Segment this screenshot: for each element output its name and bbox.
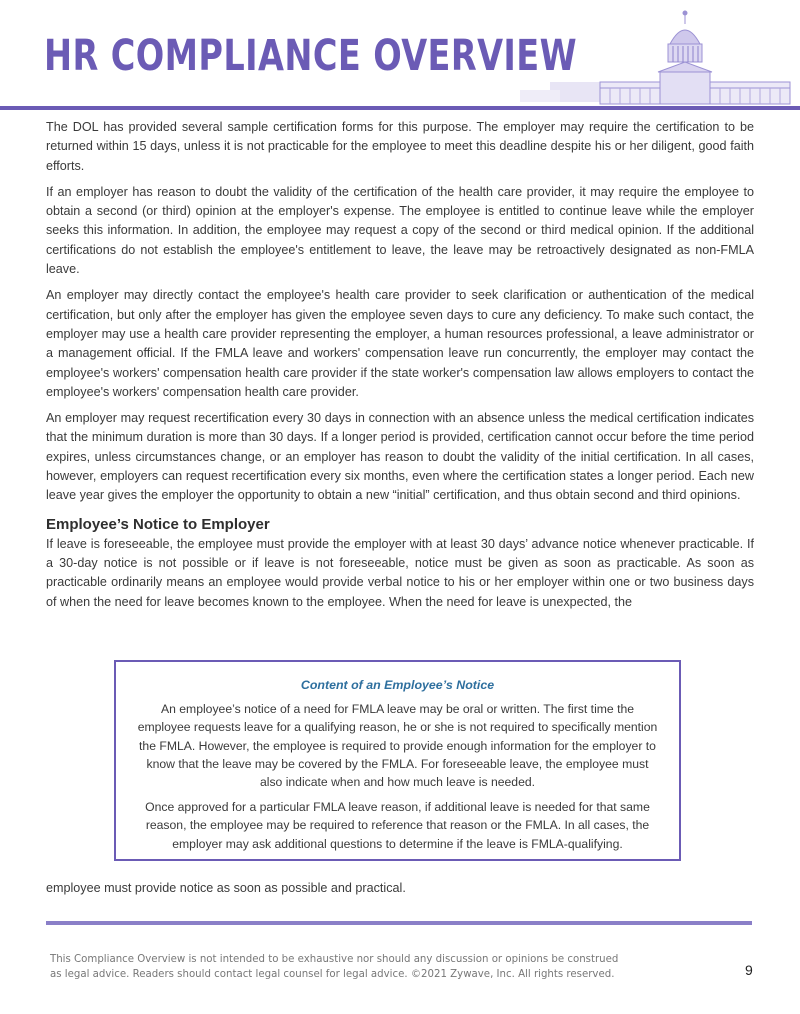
header-divider [0, 106, 800, 110]
footer-disclaimer [50, 952, 670, 982]
main-content [46, 118, 754, 619]
body-paragraph: An employer may request recertification every 30 days in connection with an absence unless the medical certification indicates that the minimum duration is more than 30 days. If a longer period is provided, certification cannot occur before the time period expires, unless circumstances change, or an employer has reason to doubt the validity of the initial certification. In all cases, however, employers can request recertification every six months, even where the certification states a longer period. Each new leave year gives the employer the opportunity to obtain a new “initial” certification, and thus obtain second and third opinions. [46, 411, 754, 503]
footer-divider [46, 921, 752, 925]
callout-paragraph: An employee’s notice of a need for FMLA leave may be oral or written. The first time the employee requests leave for a qualifying reason, he or she is not required to specifically mention the FMLA. However, the employee is required to provide enough information for the employer to know that the leave may be covered by the FMLA. For foreseeable leave, the employee must also indicate when and how much leave is needed. [137, 702, 658, 790]
section-heading: Employee’s Notice to Employer [46, 515, 270, 533]
page-title: HR COMPLIANCE OVERVIEW [44, 31, 577, 81]
body-paragraph: The DOL has provided several sample certification forms for this purpose. The employer may require the certification to be returned within 15 days, unless it is not practicable for the employee to meet this deadline despite his or her diligent, good faith efforts. [46, 120, 754, 173]
disclaimer-line: This Compliance Overview is not intended to be exhaustive nor should any discussion or opinions be construed [50, 954, 619, 965]
page-number: 9 [745, 962, 753, 978]
body-paragraph: An employer may directly contact the employee's health care provider to seek clarification or authentication of the medical certification, but only after the employer has given the employee seven days to cure any deficiency. To make such contact, the employer may use a health care provider representing the employer, a human resources professional, a leave administrator or a management official. If the FMLA leave and workers' compensation leave run concurrently, the employer may contact the employee's workers' compensation health care provider if the state worker's compensation law allows employers to contact the employee's workers' compensation health care provider. [46, 288, 754, 399]
callout-paragraph: Once approved for a particular FMLA leave reason, if additional leave is needed for that same reason, the employee may be required to reference that reason or the FMLA. In all cases, the employer may ask additional questions to determine if the leave is FMLA-qualifying. [145, 800, 650, 851]
body-paragraph: If an employer has reason to doubt the validity of the certification of the health care provider, it may require the employee to obtain a second (or third) opinion at the employer's expense. The employee is entitled to continue leave while the employer seeks this information. In addition, the employee may request a copy of the second or third medical opinion. If the additional certifications do not establish the employee's entitlement to leave, the leave may be retroactively designated as non-FMLA leave. [46, 184, 754, 277]
notice-callout-box [114, 660, 681, 861]
continuation-text: employee must provide notice as soon as possible and practical. [46, 881, 406, 895]
capitol-building-icon [510, 0, 800, 112]
callout-title: Content of an Employee’s Notice [300, 678, 495, 692]
body-paragraph: If leave is foreseeable, the employee must provide the employer with at least 30 days’ advance notice whenever practicable. If a 30-day notice is not possible or if leave is not foreseeable, notice must be given as soon as practicable. As soon as practicable ordinarily means an employee would provide verbal notice to his or her employer within one or two business days of when the need for leave becomes known to the employee. When the need for leave is unexpected, the [46, 536, 754, 609]
disclaimer-line: as legal advice. Readers should contact legal counsel for legal advice. ©2021 Zywave, Inc. All rights reserved. [50, 969, 615, 980]
